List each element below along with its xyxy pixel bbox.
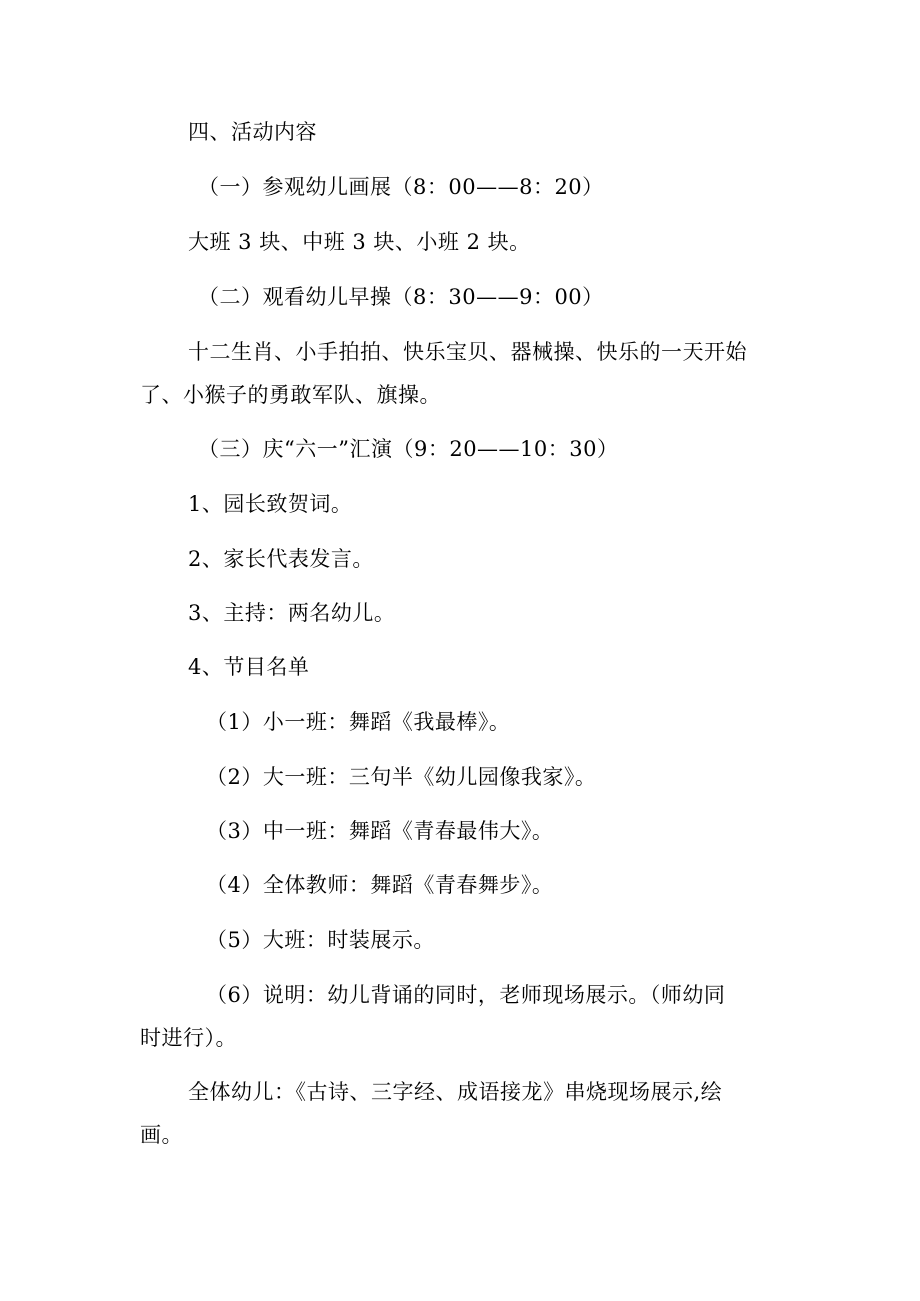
section2-title: （二）观看幼儿早操（8：30——9：00） [198,285,604,309]
program6-line2: 时进行）。 [140,1026,237,1050]
section2-body-line2: 了、小猴子的勇敢军队、旗操。 [140,383,441,407]
section-heading: 四、活动内容 [188,120,317,144]
list-item: 3、主持：两名幼儿。 [188,601,396,625]
program-item: （4）全体教师：舞蹈《青春舞步》。 [206,873,554,897]
list-item: 4、节目名单 [188,655,310,679]
section3-title: （三）庆“六一”汇演（9：20——10：30） [198,437,619,461]
program-item: （3）中一班：舞蹈《青春最伟大》。 [206,819,554,843]
program-item: （2）大一班：三句半《幼儿园像我家》。 [206,765,597,789]
program-item: （5）大班：时装展示。 [206,928,435,952]
section1-body: 大班 3 块、中班 3 块、小班 2 块。 [188,230,531,254]
section2-body-line1: 十二生肖、小手拍拍、快乐宝贝、器械操、快乐的一天开始 [188,340,747,364]
list-item: 2、家长代表发言。 [188,547,374,571]
list-item: 1、园长致贺词。 [188,492,353,516]
section1-title: （一）参观幼儿画展（8：00——8：20） [198,175,604,199]
program-item: （1）小一班：舞蹈《我最棒》。 [206,710,511,734]
closing-line2: 画。 [140,1123,183,1147]
program6-line1: （6）说明：幼儿背诵的同时，老师现场展示。（师幼同 [206,983,726,1007]
closing-line1: 全体幼儿：《古诗、三字经、成语接龙》串烧现场展示,绘 [188,1080,723,1104]
